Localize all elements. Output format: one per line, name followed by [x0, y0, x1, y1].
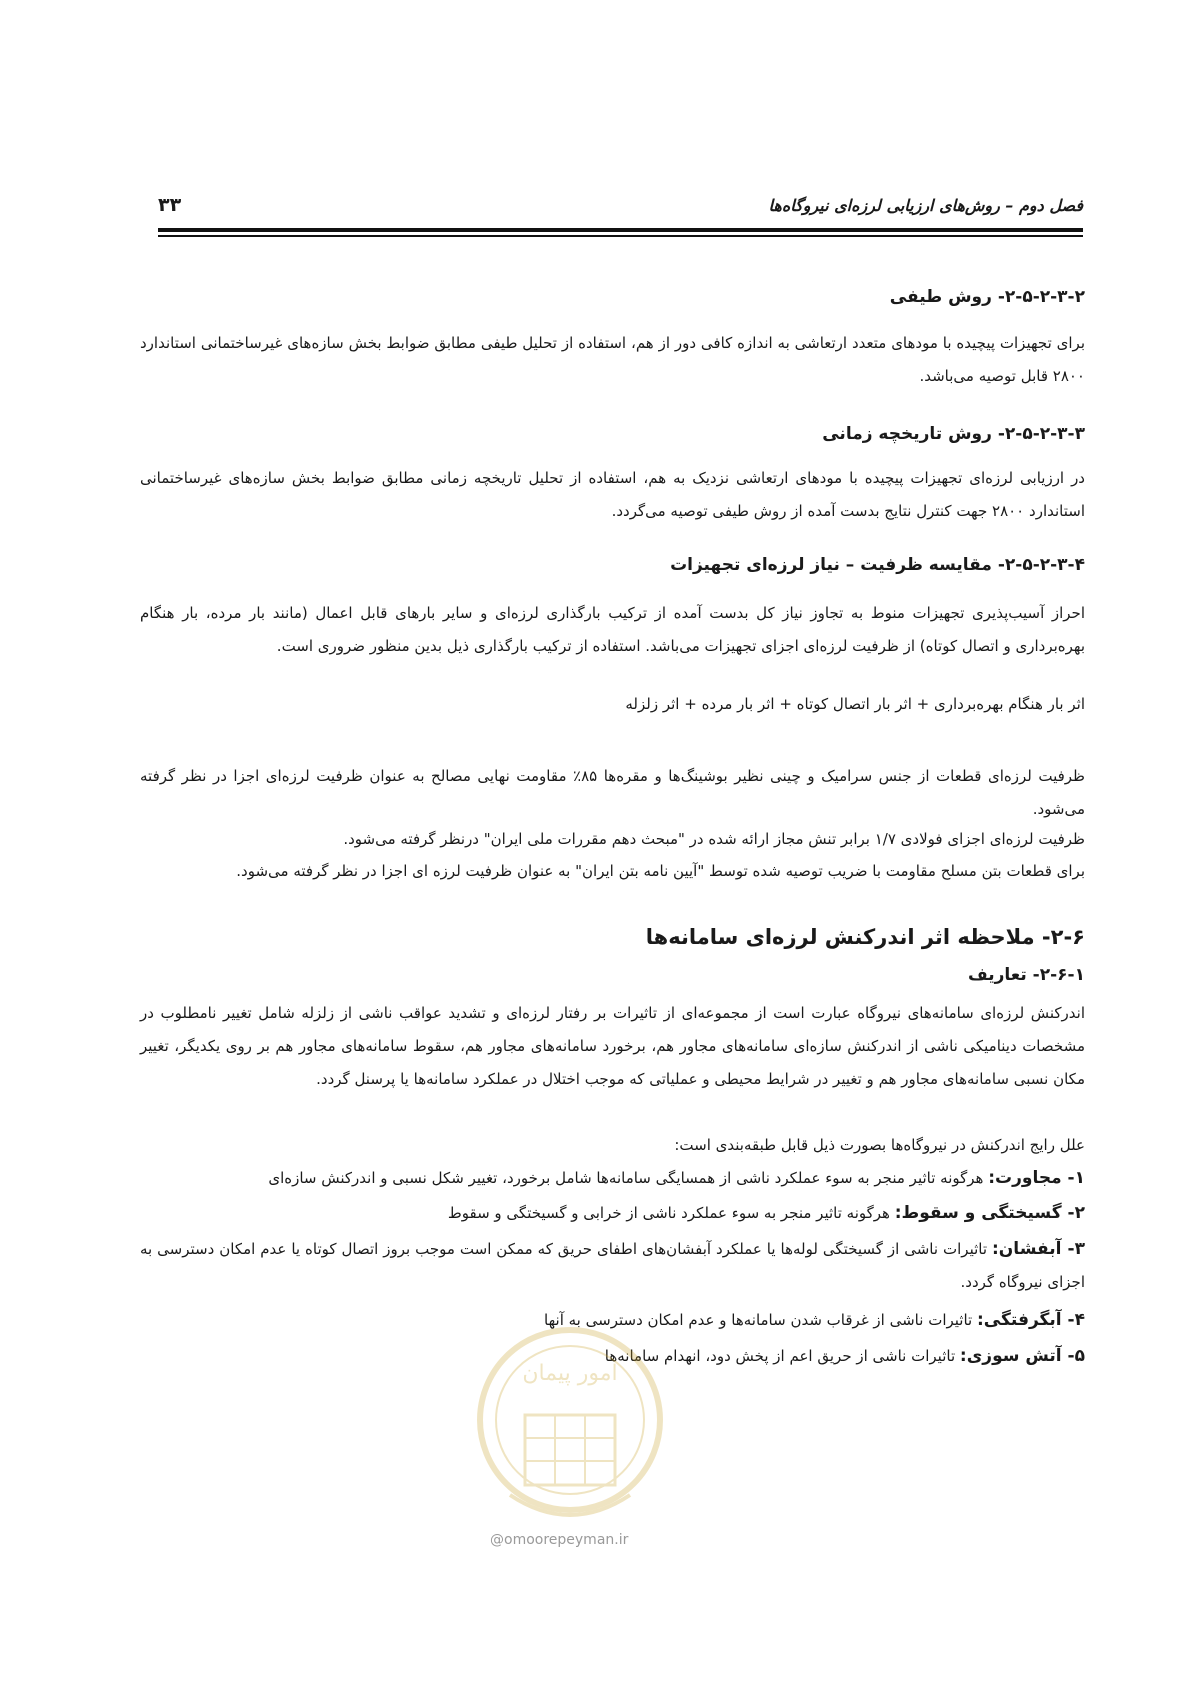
list-item-text: هرگونه تاثیر منجر به سوء عملکرد ناشی از خرابی و گسیختگی و سقوط — [447, 1204, 890, 1222]
header-rule-thick — [158, 228, 1083, 232]
page-header — [158, 196, 1083, 220]
note-steel: ظرفیت لرزه‌ای اجزای فولادی ۱/۷ برابر تنش مجاز ارائه شده در "مبحث دهم مقررات ملی ایران" درنظر گرفته می‌شود. — [343, 830, 1085, 848]
load-combination-formula: اثر بار هنگام بهره‌برداری + اثر بار اتصال کوتاه + اثر بار مرده + اثر زلزله — [625, 695, 1085, 713]
list-item-label: ۲- گسیختگی و سقوط: — [894, 1203, 1085, 1223]
definitions-paragraph: اندرکنش لرزه‌ای سامانه‌های نیروگاه عبارت است از مجموعه‌ای از تاثیرات بر رفتار لرزه‌ای و تشدید عواقب ناشی از زلزله شامل تغییر نامطلوب در مشخصات دینامیکی ناشی از اندرکنش سازه‌ای سامانه‌های مجاور هم، برخورد سامانه‌های مجاور هم، سقوط سامانه‌های مجاور هم بر روی یکدیگر، تغییر مکان نسبی سامانه‌های مجاور هم و تغییر در شرایط محیطی و عملیاتی که موجب اختلال در عملکرد سامانه‌ها یا پرسنل گردد. — [140, 1004, 1085, 1088]
list-item-text: تاثیرات ناشی از غرقاب شدن سامانه‌ها و عدم امکان دسترسی به آنها — [544, 1311, 973, 1329]
section-paragraph: برای تجهیزات پیچیده با مودهای متعدد ارتعاشی به اندازه کافی دور از هم، استفاده از تحلیل طیفی مطابق ضوابط بخش سازه‌های غیرساختمانی استاندارد ۲۸۰۰ قابل توصیه می‌باشد. — [140, 334, 1085, 385]
list-item-label: ۳- آبفشان: — [992, 1239, 1085, 1259]
list-item — [140, 1233, 1085, 1299]
svg-text:امور پیمان: امور پیمان — [522, 1361, 618, 1386]
list-item-text: هرگونه تاثیر منجر به سوء عملکرد ناشی از همسایگی سامانه‌ها شامل برخورد، تغییر شکل نسبی و اندرکنش سازه‌ای — [268, 1169, 984, 1187]
list-item — [140, 1197, 1085, 1230]
list-item-text: تاثیرات ناشی از گسیختگی لوله‌ها یا عملکرد آبفشان‌های اطفای حریق که ممکن است موجب بروز اتصال کوتاه یا عدم امکان دسترسی به اجزای نیروگاه گردد. — [140, 1240, 1085, 1291]
classification-intro: علل رایج اندرکنش در نیروگاه‌ها بصورت ذیل قابل طبقه‌بندی است: — [674, 1136, 1085, 1154]
watermark-seal-icon — [470, 1320, 670, 1550]
list-item-label: ۱- مجاورت: — [988, 1168, 1085, 1188]
page-number: ۳۳ — [158, 194, 182, 216]
list-item-label: ۵- آتش سوزی: — [959, 1346, 1085, 1366]
header-rule-thin — [158, 235, 1083, 237]
list-item-label: ۴- آبگرفتگی: — [977, 1310, 1085, 1330]
note-concrete: برای قطعات بتن مسلح مقاومت با ضریب توصیه شده توسط "آیین نامه بتن ایران" به عنوان ظرفیت لرزه ای اجزا در نظر گرفته می‌شود. — [236, 862, 1085, 880]
section-paragraph: در ارزیابی لرزه‌ای تجهیزات پیچیده با مودهای ارتعاشی نزدیک به هم، استفاده از تحلیل تاریخچه زمانی مطابق ضوابط بخش سازه‌های غیرساختمانی استاندارد ۲۸۰۰ جهت کنترل نتایج بدست آمده از روش طیفی توصیه می‌گردد. — [140, 469, 1085, 520]
list-item-text: تاثیرات ناشی از حریق اعم از پخش دود، انهدام سامانه‌ها — [604, 1347, 956, 1365]
chapter-section-heading: ۲-۶- ملاحظه اثر اندرکنش لرزه‌ای سامانه‌ها — [645, 925, 1085, 949]
section-heading: ۲-۵-۲-۳-۳- روش تاریخچه زمانی — [822, 424, 1085, 444]
section-heading: ۲-۵-۲-۳-۴- مقایسه ظرفیت – نیاز لرزه‌ای تجهیزات — [670, 555, 1085, 575]
section-heading: ۲-۵-۲-۳-۲- روش طیفی — [889, 287, 1085, 307]
section-paragraph: احراز آسیب‌پذیری تجهیزات منوط به تجاوز نیاز کل بدست آمده از ترکیب بارگذاری لرزه‌ای و سایر بارهای قابل اعمال (مانند بار مرده، بار هنگام بهره‌برداری و اتصال کوتاه) از ظرفیت لرزه‌ای اجزای تجهیزات می‌باشد. استفاده از ترکیب بارگذاری ذیل بدین منظور ضروری است. — [140, 604, 1085, 655]
list-item — [140, 1162, 1085, 1195]
note-ceramic: ظرفیت لرزه‌ای قطعات از جنس سرامیک و چینی نظیر بوشینگ‌ها و مقره‌ها ۸۵٪ مقاومت نهایی مصالح به عنوان ظرفیت لرزه‌ای اجزا در نظر گرفته می‌شود. — [140, 767, 1085, 818]
chapter-title: فصل دوم – روش‌های ارزیابی لرزه‌ای نیروگاه‌ها — [768, 196, 1083, 215]
subsection-heading: ۲-۶-۱- تعاریف — [967, 965, 1085, 985]
watermark-url: @omoorepeyman.ir — [490, 1532, 629, 1548]
